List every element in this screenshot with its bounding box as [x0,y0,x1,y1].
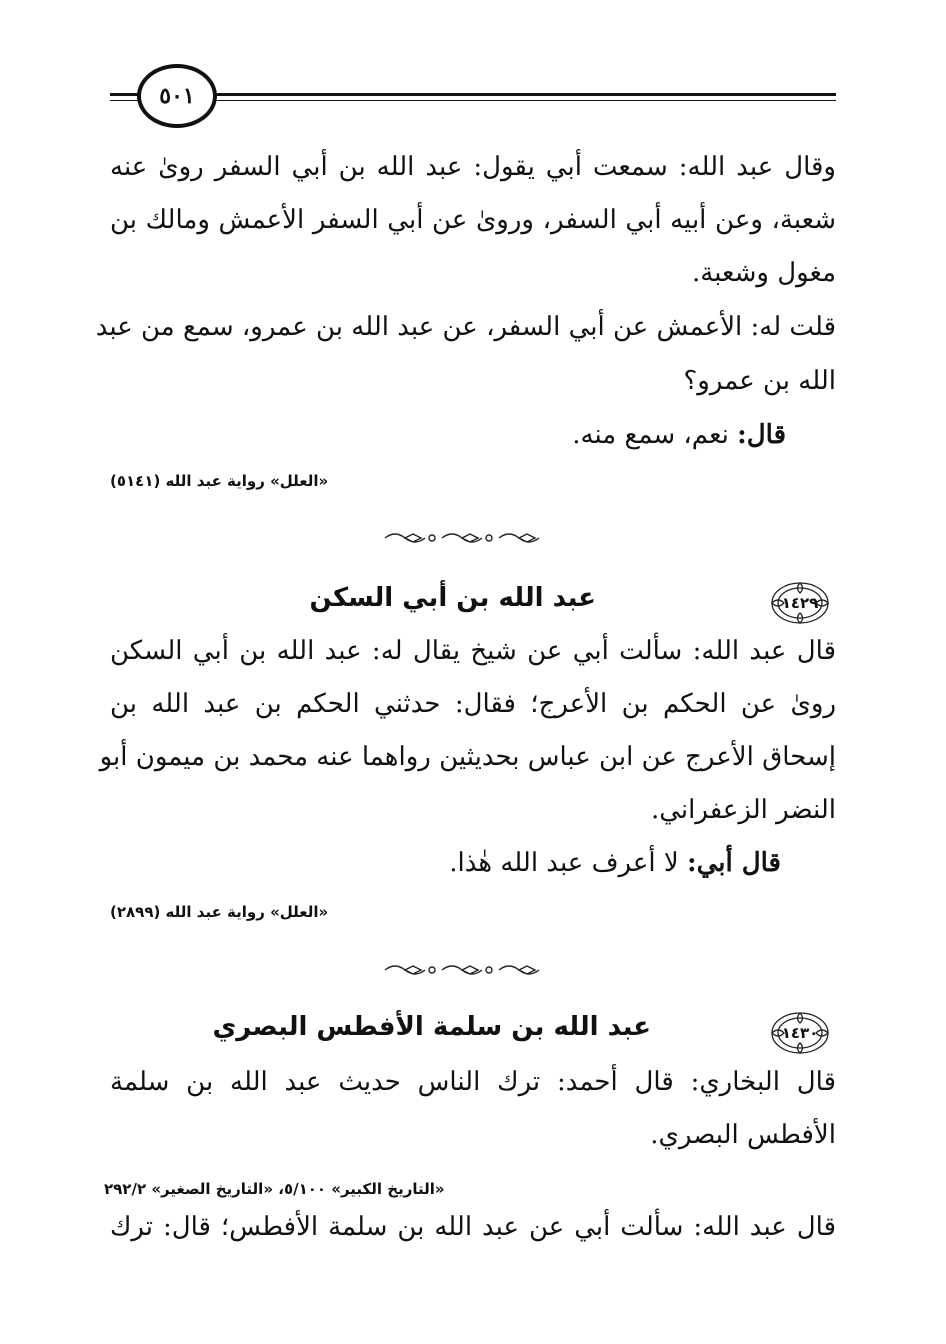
text-line: النضر الزعفراني. [650,795,836,825]
text-line: روىٰ عن الحكم بن الأعرج؛ فقال: حدثني الحكم بن عبد الله بن [110,689,836,719]
text-line: إسحاق الأعرج عن ابن عباس بحديثين رواهما عنه محمد بن ميمون أبو [99,742,836,772]
ornament-divider [380,962,550,978]
quote-text: نعم، سمع منه. [572,420,729,450]
text-line: وقال عبد الله: سمعت أبي يقول: عبد الله بن أبي السفر روىٰ عنه [110,152,836,182]
page-number: ٥٠١ [137,64,217,128]
text-line: قلت له: الأعمش عن أبي السفر، عن عبد الله بن عمرو، سمع من عبد [95,312,836,342]
entry-title: عبد الله بن سلمة الأفطس البصري [212,1012,651,1042]
header-rule-right-thin [210,100,836,101]
text-line: مغول وشعبة. [692,258,836,288]
entry-number-badge [768,1008,832,1058]
source-citation: «العلل» رواية عبد الله (٢٨٩٩) [110,903,329,921]
header-rule-right [210,93,836,96]
text-line: قال عبد الله: سألت أبي عن عبد الله بن سلمة الأفطس؛ قال: ترك [110,1212,836,1242]
source-citation: «العلل» رواية عبد الله (٥١٤١) [110,472,329,490]
entry-number: ١٤٢٩ [781,594,819,612]
quote-text: لا أعرف عبد الله هٰذا. [449,848,679,878]
ornament-divider [380,530,550,546]
text-line [60,420,786,450]
entry-title: عبد الله بن أبي السكن [309,583,596,613]
text-line [55,848,781,878]
text-line: الله بن عمرو؟ [683,366,836,396]
entry-number: ١٤٣٠ [781,1024,819,1042]
text-line: قال عبد الله: سألت أبي عن شيخ يقال له: عبد الله بن أبي السكن [110,636,836,666]
source-citation: «التاريخ الكبير» ٥/١٠٠، «التاريخ الصغير» ٢٩٢/٢ [104,1180,445,1198]
text-line: الأفطس البصري. [650,1120,836,1150]
speaker-label: قال أبي: [686,848,781,878]
text-line: شعبة، وعن أبيه أبي السفر، وروىٰ عن أبي السفر الأعمش ومالك بن [110,205,836,235]
speaker-label: قال: [737,420,786,450]
text-line: قال البخاري: قال أحمد: ترك الناس حديث عبد الله بن سلمة [110,1067,836,1097]
entry-number-badge [768,578,832,628]
